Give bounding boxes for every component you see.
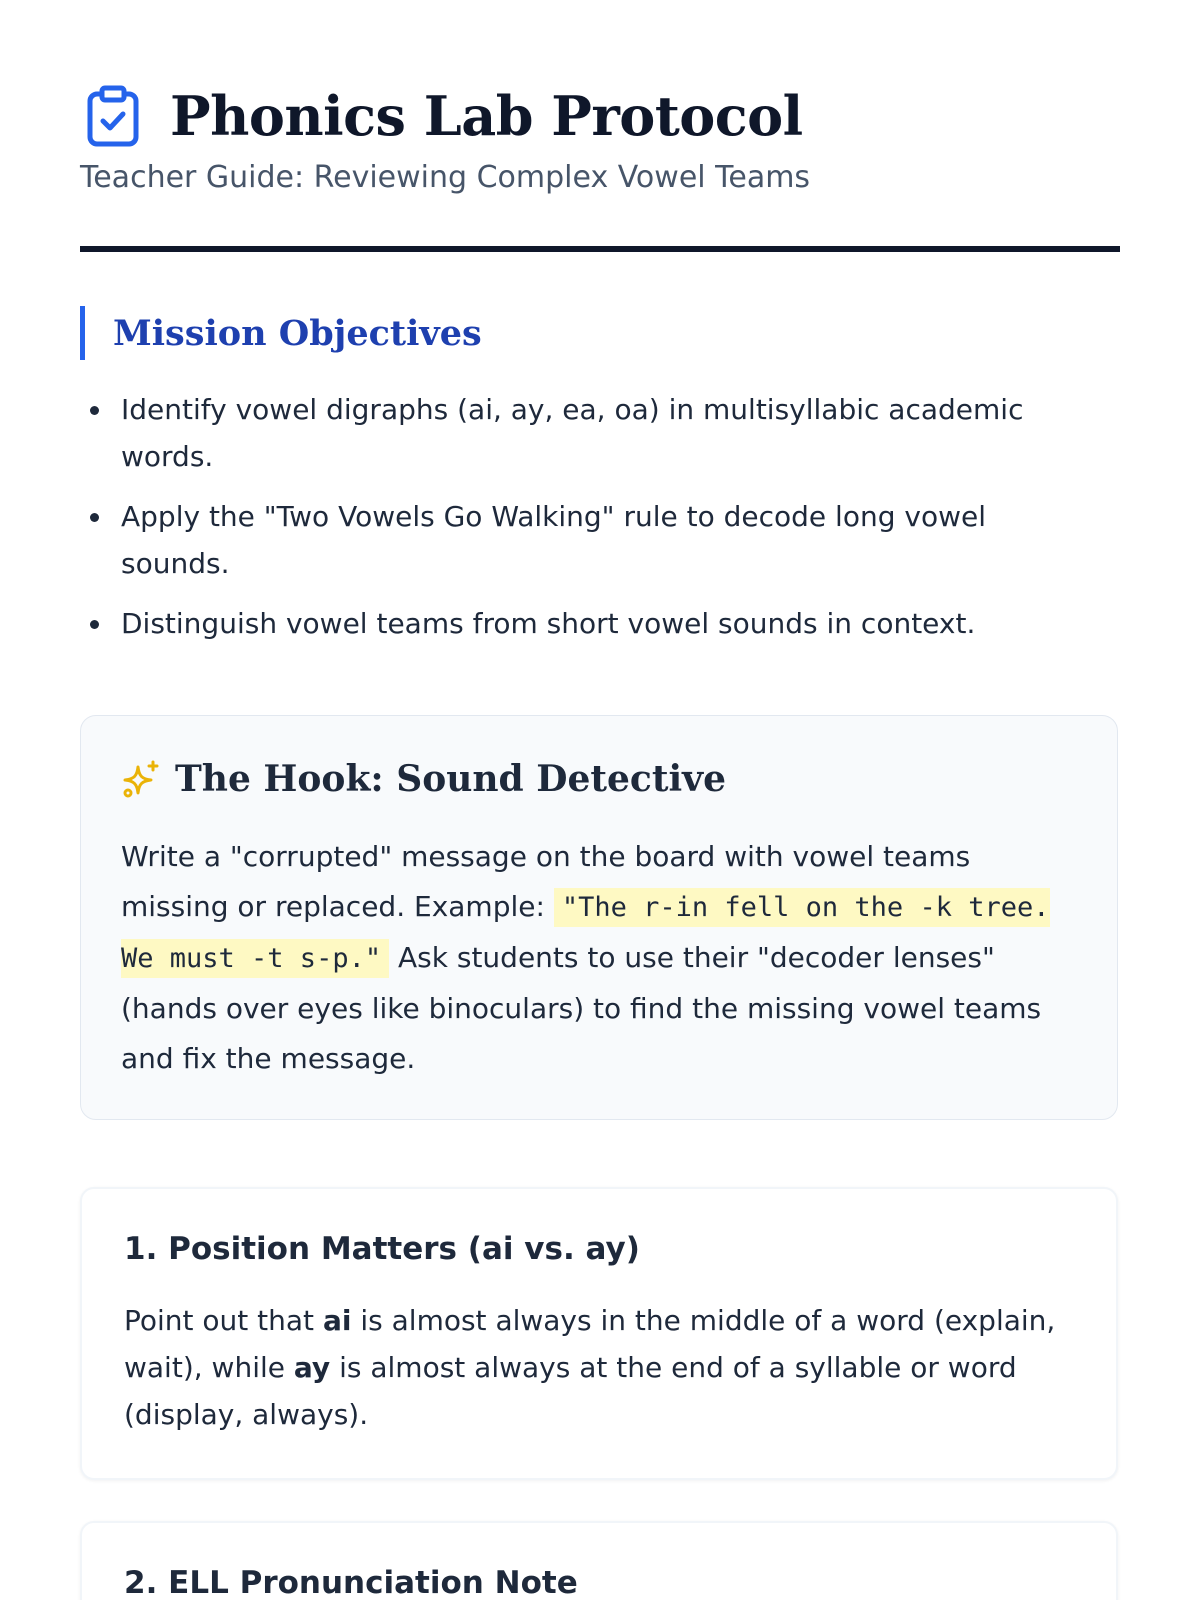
bullet-icon	[90, 513, 99, 522]
sparkles-icon	[121, 759, 161, 799]
step-body	[124, 1297, 1074, 1438]
step-title: 2. ELL Pronunciation Note	[124, 1565, 578, 1600]
hook-title-row	[121, 758, 726, 800]
hook-text-before: Write a "corrupted" message on the board with vowel teams missing or replaced. Example:	[121, 840, 971, 923]
clipboard-check-icon	[82, 85, 144, 147]
objective-text: Distinguish vowel teams from short vowel sounds in context.	[121, 607, 976, 640]
title-row	[80, 80, 1120, 152]
header	[80, 80, 1120, 198]
objective-text: Apply the "Two Vowels Go Walking" rule to decode long vowel sounds.	[121, 500, 986, 580]
hook-title: The Hook: Sound Detective	[175, 758, 726, 800]
page-subtitle: Teacher Guide: Reviewing Complex Vowel Teams	[80, 160, 811, 195]
list-item	[80, 493, 1081, 587]
highlight-term: ai	[322, 1304, 352, 1337]
step-text: is almost always in the middle of a word (explain, wait), while	[124, 1304, 1056, 1384]
header-divider	[80, 246, 1120, 252]
bullet-icon	[90, 620, 99, 629]
hook-body	[121, 832, 1081, 1084]
highlight-term: ay	[293, 1351, 331, 1384]
step-title: 1. Position Matters (ai vs. ay)	[124, 1231, 640, 1267]
hook-card	[80, 715, 1118, 1120]
objective-text: Identify vowel digraphs (ai, ay, ea, oa) in multisyllabic academic words.	[121, 393, 1024, 473]
objectives-heading-label: Mission Objectives	[113, 312, 482, 354]
step-card	[80, 1187, 1118, 1480]
hook-text-after: Ask students to use their "decoder lenses" (hands over eyes like binoculars) to find the missing vowel teams and fix the message.	[121, 941, 1042, 1075]
step-text: Point out that	[124, 1304, 315, 1337]
example-code: "The r-in fell on the -k tree. We must -t s-p."	[121, 888, 1050, 978]
objectives-heading	[80, 306, 482, 360]
step-text: is almost always at the end of a syllable or word (display, always).	[124, 1351, 1017, 1431]
page-title: Phonics Lab Protocol	[170, 84, 803, 148]
objectives-list	[80, 386, 1120, 660]
step-card	[80, 1521, 1118, 1600]
list-item	[80, 386, 1081, 480]
bullet-icon	[90, 406, 99, 415]
list-item	[80, 600, 1081, 647]
